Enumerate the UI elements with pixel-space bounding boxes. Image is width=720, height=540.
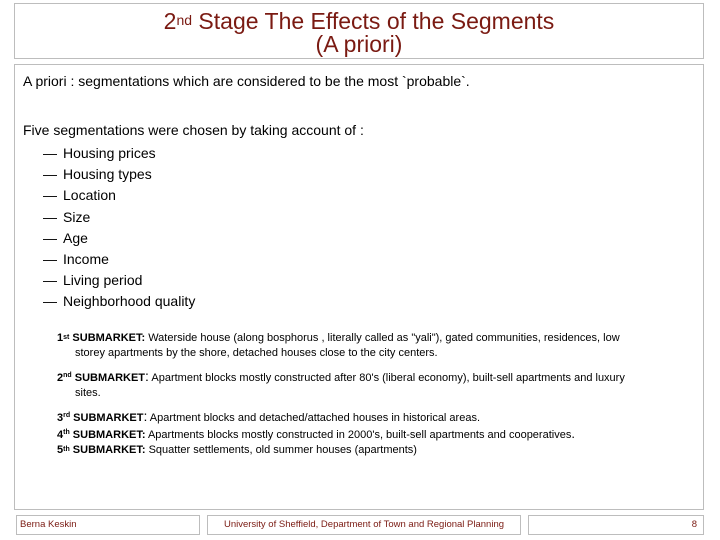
list-item: — Location xyxy=(43,187,116,204)
title-line-2: (A priori) xyxy=(315,31,403,57)
criteria-list xyxy=(43,143,195,313)
list-item: — Size xyxy=(43,208,91,225)
title-ordinal-suffix: nd xyxy=(176,12,193,28)
list-item: — Housing prices xyxy=(43,145,156,161)
footer-institution: University of Sheffield, Department of Town and Regional Planning xyxy=(207,515,521,535)
submarket-item: 2nd SUBMARKET: Apartment blocks mostly constructed after 80's (liberal economy), built-sell apartments and luxury sites. xyxy=(57,368,625,399)
submarket-item: 3rd SUBMARKET: Apartment blocks and detached/attached houses in historical areas. xyxy=(57,408,481,424)
list-item: — Age xyxy=(43,229,88,246)
list-item: — Living period xyxy=(43,272,143,289)
lead-text: Five segmentations were chosen by taking account of : xyxy=(23,122,364,138)
list-item: — Housing types xyxy=(43,166,152,183)
submarket-list xyxy=(57,331,697,458)
submarket-item: 5th SUBMARKET: Squatter settlements, old summer houses (apartments) xyxy=(57,444,417,456)
intro-text: A priori : segmentations which are considered to be the most `probable`. xyxy=(23,73,470,89)
slide-content xyxy=(14,64,704,510)
submarket-item: 1st SUBMARKET: Waterside house (along bosphorus , literally called as "yali"), gated communities, residences, low storey apartments by the shore, detached houses close to the city centers. xyxy=(57,332,620,359)
slide-title xyxy=(14,3,704,59)
list-item: — Neighborhood quality xyxy=(43,293,196,310)
footer-author: Berna Keskin xyxy=(16,515,200,535)
footer-page-number: 8 xyxy=(528,515,704,535)
list-item: — Income xyxy=(43,250,109,267)
title-line-1: 2nd Stage The Effects of the Segments xyxy=(163,8,555,34)
submarket-item: 4th SUBMARKET: Apartments blocks mostly constructed in 2000's, built-sell apartments and cooperatives. xyxy=(57,426,575,441)
